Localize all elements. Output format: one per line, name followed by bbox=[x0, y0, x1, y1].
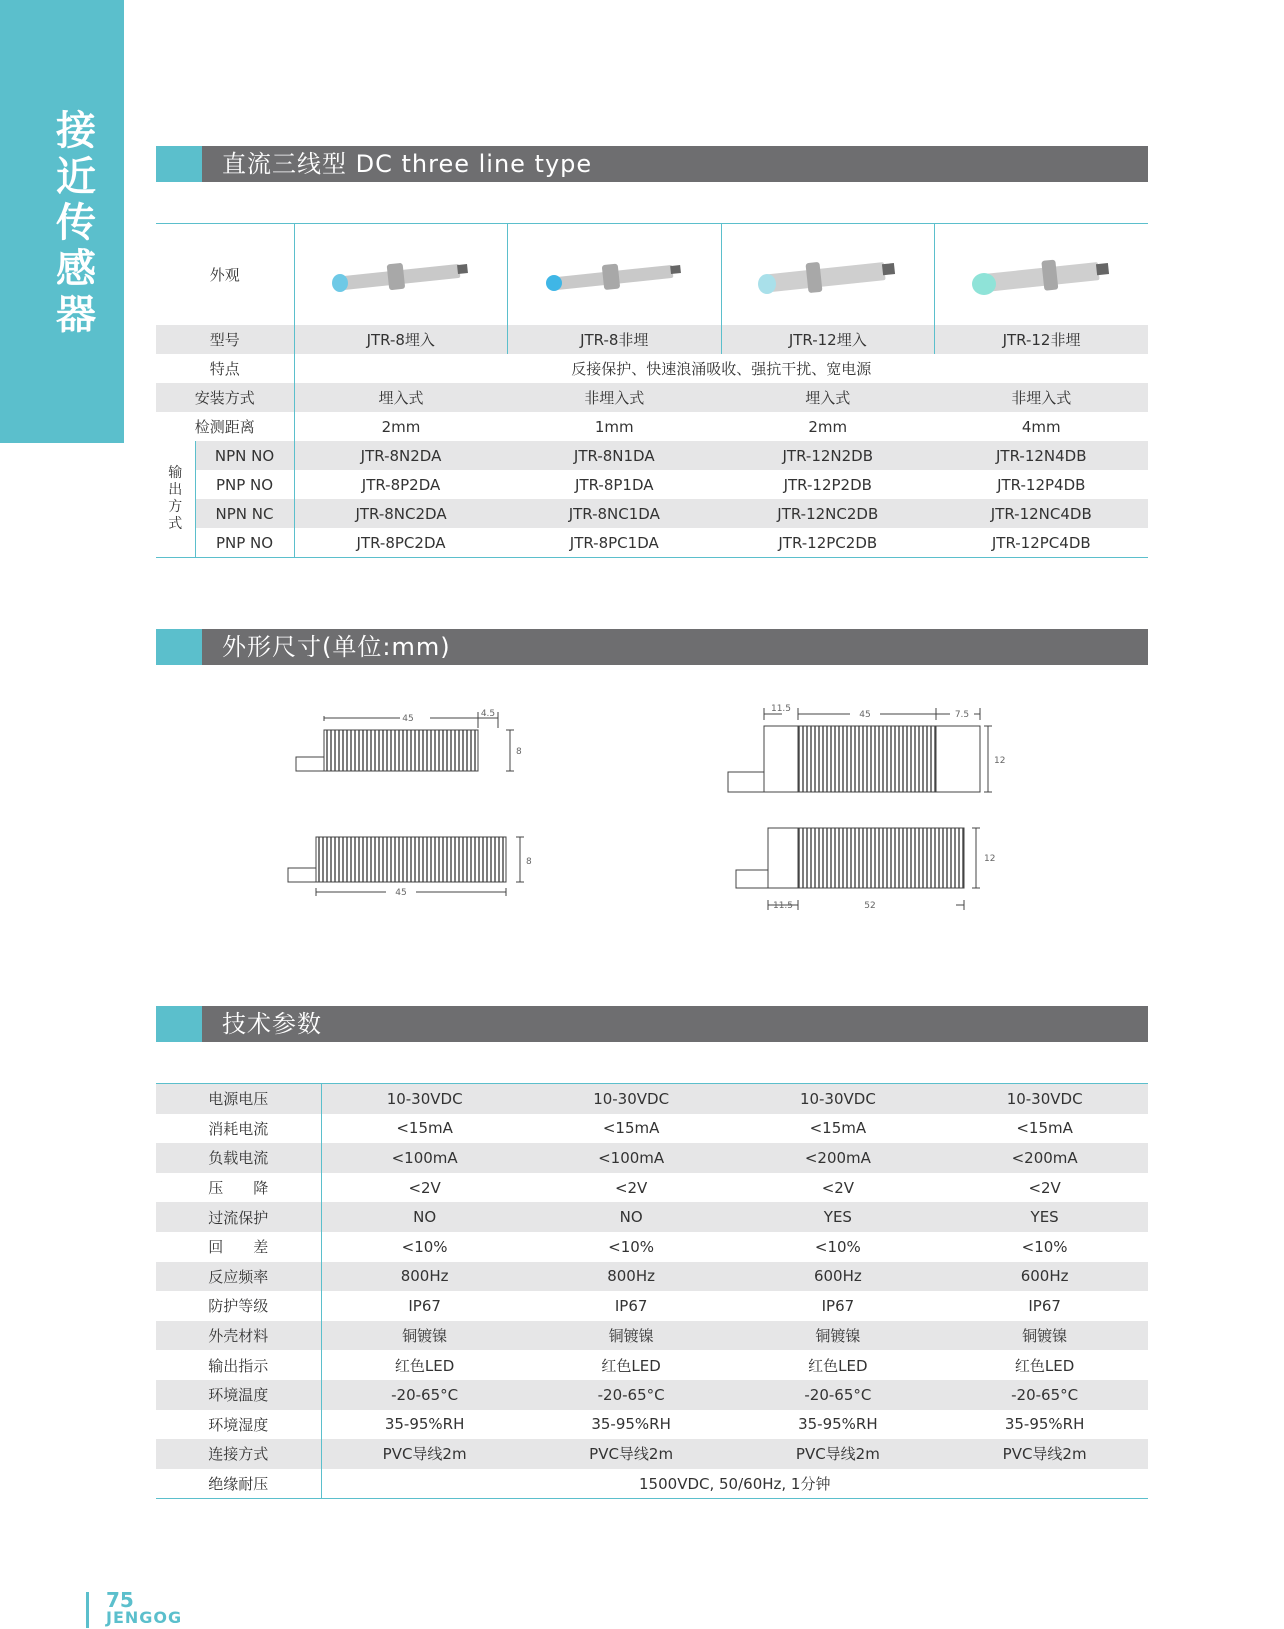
param-value: IP67 bbox=[614, 1296, 648, 1315]
feature-row: 特点 反接保护、快速浪涌吸收、强抗干扰、宽电源 bbox=[156, 354, 1148, 383]
section-header-dimensions bbox=[156, 629, 1148, 665]
output-row: NPN NC JTR-8NC2DA JTR-8NC1DA JTR-12NC2DB JTR-12NC4DB bbox=[156, 499, 1148, 528]
param-label: 绝缘耐压 bbox=[156, 1469, 321, 1499]
param-value: -20-65°C bbox=[528, 1380, 735, 1410]
param-label: 压 降 bbox=[156, 1173, 321, 1203]
dim-label: 11.5 bbox=[772, 901, 794, 911]
param-value: 10-30VDC bbox=[321, 1084, 528, 1114]
param-value: 10-30VDC bbox=[735, 1084, 942, 1114]
param-value: <15mA bbox=[809, 1119, 867, 1138]
sensor-image-1 bbox=[294, 224, 508, 326]
spec-table bbox=[156, 223, 1148, 558]
param-merged-value: 1500VDC, 50/60Hz, 1分钟 bbox=[639, 1475, 831, 1494]
param-value: PVC导线2m bbox=[735, 1439, 942, 1469]
param-value: 35-95%RH bbox=[591, 1415, 671, 1434]
appearance-row bbox=[156, 224, 1148, 326]
drawing-12mm-nonflush bbox=[736, 828, 980, 910]
param-value: YES bbox=[735, 1202, 942, 1232]
model-row: 型号 JTR-8埋入 JTR-8非埋 JTR-12埋入 JTR-12非埋 bbox=[156, 325, 1148, 354]
dim-label: 45 bbox=[402, 714, 414, 724]
distance-row: 检测距离 2mm 1mm 2mm 4mm bbox=[156, 412, 1148, 441]
param-row bbox=[156, 1410, 1148, 1440]
param-value: PVC导线2m bbox=[321, 1439, 528, 1469]
param-row bbox=[156, 1262, 1148, 1292]
param-value: 800Hz bbox=[528, 1262, 735, 1292]
param-value: 35-95%RH bbox=[384, 1415, 465, 1434]
param-row bbox=[156, 1321, 1148, 1351]
dim-label: 8 bbox=[516, 747, 522, 757]
sensor-icon bbox=[967, 245, 1117, 305]
param-value: <15mA bbox=[1016, 1119, 1073, 1138]
param-value: <10% bbox=[814, 1237, 861, 1256]
param-value: <200mA bbox=[941, 1143, 1148, 1173]
param-value: <100mA bbox=[321, 1143, 528, 1173]
param-value: 35-95%RH bbox=[1004, 1415, 1085, 1434]
dim-label: 4.5 bbox=[480, 709, 496, 719]
param-value: 800Hz bbox=[321, 1262, 528, 1292]
param-value: 红色LED bbox=[394, 1356, 455, 1375]
category-label: 接 近 传 感 器 bbox=[56, 108, 96, 338]
param-value: NO bbox=[528, 1202, 735, 1232]
param-value: <2V bbox=[408, 1178, 441, 1197]
param-value: IP67 bbox=[408, 1296, 441, 1315]
dimension-drawings bbox=[270, 690, 1030, 920]
param-value: PVC导线2m bbox=[528, 1439, 735, 1469]
param-value: 红色LED bbox=[1014, 1356, 1075, 1375]
dim-label: 11.5 bbox=[770, 704, 792, 714]
param-value: <10% bbox=[608, 1237, 655, 1256]
param-row bbox=[156, 1143, 1148, 1173]
param-value: 铜镀镍 bbox=[321, 1321, 528, 1351]
section-title-dc: 直流三线型 DC three line type bbox=[222, 150, 593, 178]
param-row bbox=[156, 1232, 1148, 1262]
sensor-icon bbox=[326, 245, 476, 305]
section-header-params bbox=[156, 1006, 1148, 1042]
param-value: 600Hz bbox=[735, 1262, 942, 1292]
param-label: 防护等级 bbox=[156, 1291, 321, 1321]
param-row bbox=[156, 1173, 1148, 1203]
param-value: 铜镀镍 bbox=[528, 1321, 735, 1351]
param-label: 外壳材料 bbox=[156, 1321, 321, 1351]
param-value: -20-65°C bbox=[941, 1380, 1148, 1410]
param-value: IP67 bbox=[1028, 1296, 1061, 1315]
param-row bbox=[156, 1380, 1148, 1410]
param-value: <2V bbox=[1028, 1178, 1061, 1197]
sensor-image-4 bbox=[935, 224, 1149, 326]
section-header-dc bbox=[156, 146, 1148, 182]
param-value: <2V bbox=[821, 1178, 855, 1197]
param-value: -20-65°C bbox=[735, 1380, 942, 1410]
output-row: 输 出 方 式 NPN NO JTR-8N2DA JTR-8N1DA JTR-12N2DB JTR-12N4DB bbox=[156, 441, 1148, 470]
output-type-label: 输 出 方 式 bbox=[156, 441, 195, 558]
dim-label: 52 bbox=[864, 901, 876, 911]
param-value: -20-65°C bbox=[321, 1380, 528, 1410]
param-value: <10% bbox=[1021, 1237, 1068, 1256]
param-value: 10-30VDC bbox=[528, 1084, 735, 1114]
param-value: 35-95%RH bbox=[798, 1415, 878, 1434]
param-value: PVC导线2m bbox=[941, 1439, 1148, 1469]
param-value: IP67 bbox=[821, 1296, 855, 1315]
feature-merged: 反接保护、快速浪涌吸收、强抗干扰、宽电源 bbox=[571, 360, 872, 378]
sensor-icon bbox=[753, 245, 903, 305]
appearance-label: 外观 bbox=[156, 224, 294, 326]
param-value: <200mA bbox=[735, 1143, 942, 1173]
param-row bbox=[156, 1114, 1148, 1144]
dim-label: 12 bbox=[984, 854, 996, 864]
sensor-image-3 bbox=[721, 224, 935, 326]
brand-name: JENGOG bbox=[106, 1608, 183, 1627]
sensor-image-2 bbox=[508, 224, 722, 326]
param-row bbox=[156, 1202, 1148, 1232]
param-value: <15mA bbox=[602, 1119, 660, 1138]
param-label: 过流保护 bbox=[156, 1202, 321, 1232]
param-value: 600Hz bbox=[941, 1262, 1148, 1292]
param-table bbox=[156, 1083, 1148, 1499]
output-row: PNP NO JTR-8PC2DA JTR-8PC1DA JTR-12PC2DB JTR-12PC4DB bbox=[156, 528, 1148, 558]
param-label: 输出指示 bbox=[156, 1350, 321, 1380]
param-label: 环境温度 bbox=[156, 1380, 321, 1410]
param-value: 铜镀镍 bbox=[941, 1321, 1148, 1351]
output-row: PNP NO JTR-8P2DA JTR-8P1DA JTR-12P2DB JTR-12P4DB bbox=[156, 470, 1148, 499]
param-value: <15mA bbox=[396, 1119, 453, 1138]
param-row bbox=[156, 1439, 1148, 1469]
param-label: 环境湿度 bbox=[156, 1410, 321, 1440]
dim-label: 45 bbox=[859, 710, 871, 720]
section-title-dimensions: 外形尺寸(单位:mm) bbox=[222, 633, 451, 661]
dim-label: 45 bbox=[395, 888, 407, 898]
param-label: 回 差 bbox=[156, 1232, 321, 1262]
param-value: 10-30VDC bbox=[941, 1084, 1148, 1114]
param-value: NO bbox=[321, 1202, 528, 1232]
param-row bbox=[156, 1469, 1148, 1499]
param-label: 电源电压 bbox=[156, 1084, 321, 1114]
param-value: 红色LED bbox=[808, 1356, 868, 1375]
param-value: <100mA bbox=[528, 1143, 735, 1173]
param-row bbox=[156, 1350, 1148, 1380]
param-value: 红色LED bbox=[601, 1356, 661, 1375]
param-label: 反应频率 bbox=[156, 1262, 321, 1292]
param-label: 负载电流 bbox=[156, 1143, 321, 1173]
param-label: 连接方式 bbox=[156, 1439, 321, 1469]
drawing-12mm-flush bbox=[728, 708, 992, 792]
dim-label: 12 bbox=[994, 756, 1006, 766]
category-tab bbox=[0, 0, 124, 443]
param-value: YES bbox=[941, 1202, 1148, 1232]
section-title-params: 技术参数 bbox=[222, 1010, 322, 1038]
param-value: 铜镀镍 bbox=[735, 1321, 942, 1351]
dim-label: 7.5 bbox=[954, 710, 970, 720]
param-label: 消耗电流 bbox=[156, 1114, 321, 1144]
page-number: 75 bbox=[106, 1588, 134, 1612]
sensor-icon bbox=[539, 245, 689, 305]
dim-label: 8 bbox=[526, 857, 532, 867]
mount-row: 安装方式 埋入式 非埋入式 埋入式 非埋入式 bbox=[156, 383, 1148, 412]
param-row bbox=[156, 1084, 1148, 1114]
param-row bbox=[156, 1291, 1148, 1321]
param-value: <10% bbox=[401, 1237, 448, 1256]
param-value: <2V bbox=[614, 1178, 648, 1197]
